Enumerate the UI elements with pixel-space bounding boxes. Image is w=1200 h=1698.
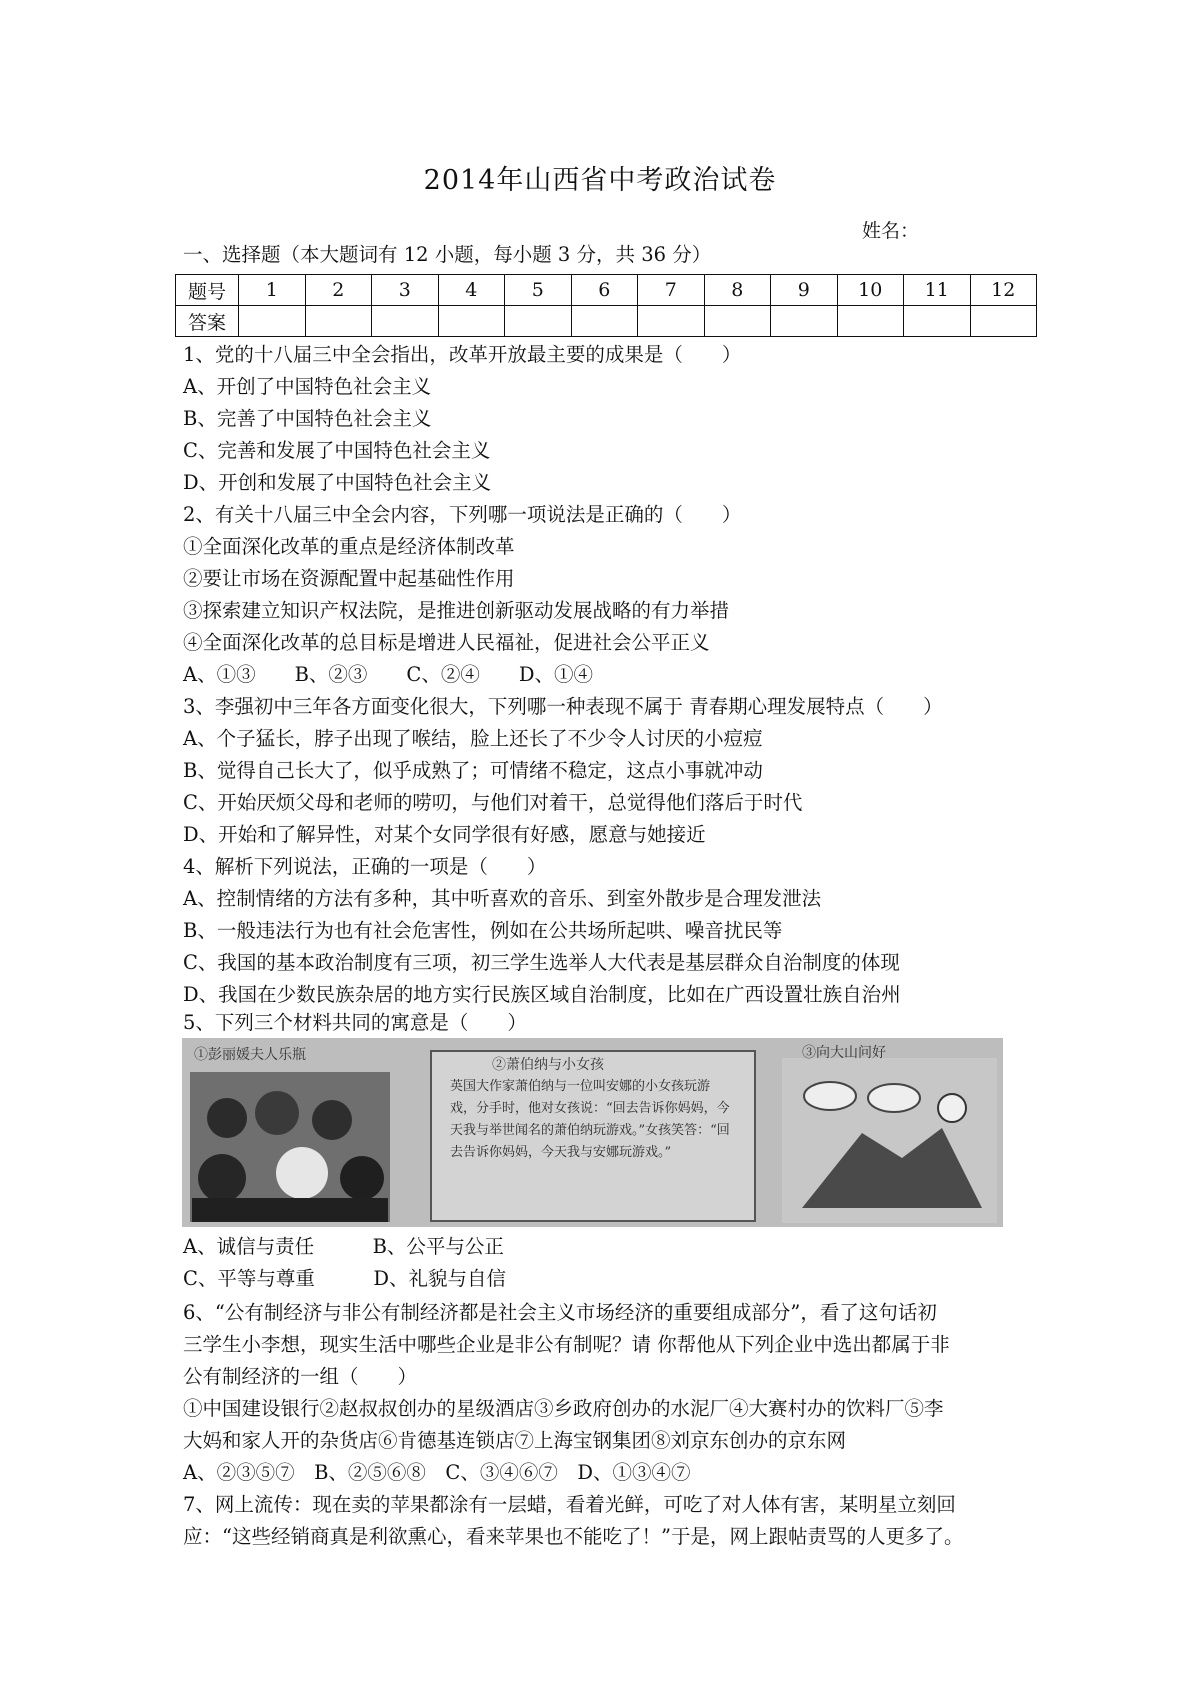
question-number-cell: 7 bbox=[638, 275, 705, 306]
question-number-cell: 1 bbox=[239, 275, 306, 306]
answer-cell[interactable] bbox=[571, 306, 638, 337]
answer-table bbox=[175, 274, 1037, 337]
question-number-cell: 4 bbox=[438, 275, 505, 306]
answer-cell[interactable] bbox=[305, 306, 372, 337]
answer-cell[interactable] bbox=[438, 306, 505, 337]
question-line: 应：“这些经销商真是利欲熏心，看来苹果也不能吃了！”于是，网上跟帖责骂的人更多了。 bbox=[183, 1525, 964, 1548]
answer-cell[interactable] bbox=[837, 306, 904, 337]
figure-story-text: 英国大作家萧伯纳与一位叫安娜的小女孩玩游戏，分手时，他对女孩说：“回去告诉你妈妈，今天我与举世闻名的萧伯纳玩游戏。”女孩笑答：“回去告诉你妈妈，今天我与安娜玩游戏。” bbox=[450, 1079, 730, 1160]
question-line: 4、解析下列说法，正确的一项是（ ） bbox=[183, 855, 547, 878]
statement-line: ②要让市场在资源配置中起基础性作用 bbox=[183, 567, 515, 590]
statement-line: ③探索建立知识产权法院，是推进创新驱动发展战略的有力举措 bbox=[183, 599, 730, 622]
name-label: 姓名： bbox=[862, 220, 920, 242]
question-number-cell: 8 bbox=[704, 275, 771, 306]
answer-cell[interactable] bbox=[904, 306, 971, 337]
question-line: 5、下列三个材料共同的寓意是（ ） bbox=[183, 1011, 527, 1034]
figure-label: ①彭丽媛夫人乐瓶 bbox=[194, 1047, 306, 1063]
answer-table-answer-row bbox=[176, 306, 1037, 337]
option-line: A、②③⑤⑦ B、②⑤⑥⑧ C、③④⑥⑦ D、①③④⑦ bbox=[183, 1461, 691, 1484]
section-heading: 一、选择题（本大题词有 12 小题，每小题 3 分，共 36 分） bbox=[183, 243, 712, 266]
question-number-cell: 6 bbox=[571, 275, 638, 306]
option-line: D、我国在少数民族杂居的地方实行民族区域自治制度，比如在广西设置壮族自治州 bbox=[183, 983, 901, 1006]
statement-line: ④全面深化改革的总目标是增进人民福祉，促进社会公平正义 bbox=[183, 631, 710, 654]
question-number-cell: 3 bbox=[372, 275, 439, 306]
question-number-cell: 2 bbox=[305, 275, 372, 306]
statement-line: 大妈和家人开的杂货店⑥肯德基连锁店⑦上海宝钢集团⑧刘京东创办的京东网 bbox=[183, 1429, 847, 1452]
table-row-head: 题号 bbox=[176, 275, 239, 306]
question-line: 6、“公有制经济与非公有制经济都是社会主义市场经济的重要组成部分”，看了这句话初 bbox=[183, 1301, 937, 1324]
option-line: A、控制情绪的方法有多种，其中听喜欢的音乐、到室外散步是合理发泄法 bbox=[183, 887, 822, 910]
option-line: C、我国的基本政治制度有三项，初三学生选举人大代表是基层群众自治制度的体现 bbox=[183, 951, 900, 974]
option-line: A、诚信与责任 B、公平与公正 bbox=[183, 1235, 504, 1258]
question-line: 三学生小李想，现实生活中哪些企业是非公有制呢？请 你帮他从下列企业中选出都属于非 bbox=[183, 1333, 950, 1356]
answer-cell[interactable] bbox=[704, 306, 771, 337]
option-line: C、开始厌烦父母和老师的唠叨，与他们对着干，总觉得他们落后于时代 bbox=[183, 791, 803, 814]
answer-table-number-row bbox=[176, 275, 1037, 306]
page-title: 2014年山西省中考政治试卷 bbox=[423, 165, 777, 196]
answer-cell[interactable] bbox=[372, 306, 439, 337]
answer-cell[interactable] bbox=[970, 306, 1037, 337]
question-number-cell: 9 bbox=[771, 275, 838, 306]
answer-cell[interactable] bbox=[638, 306, 705, 337]
question-line: 1、党的十八届三中全会指出，改革开放最主要的成果是（ ） bbox=[183, 343, 742, 366]
figure-label: ③向大山问好 bbox=[802, 1045, 886, 1061]
option-line: B、觉得自己长大了，似乎成熟了；可情绪不稳定，这点小事就冲动 bbox=[183, 759, 763, 782]
statement-line: ①中国建设银行②赵叔叔创办的星级酒店③乡政府创办的水泥厂④大赛村办的饮料厂⑤李 bbox=[183, 1397, 944, 1420]
question-line: 7、网上流传：现在卖的苹果都涂有一层蜡，看着光鲜，可吃了对人体有害，某明星立刻回 bbox=[183, 1493, 956, 1516]
option-line: C、完善和发展了中国特色社会主义 bbox=[183, 439, 491, 462]
answer-cell[interactable] bbox=[239, 306, 306, 337]
table-row-head: 答案 bbox=[176, 306, 239, 337]
option-line: D、开创和发展了中国特色社会主义 bbox=[183, 471, 492, 494]
answer-cell[interactable] bbox=[771, 306, 838, 337]
question-line: 2、有关十八届三中全会内容，下列哪一项说法是正确的（ ） bbox=[183, 503, 742, 526]
option-line: D、开始和了解异性，对某个女同学很有好感，愿意与她接近 bbox=[183, 823, 706, 846]
option-line: C、平等与尊重 D、礼貌与自信 bbox=[183, 1267, 507, 1290]
material-figure bbox=[182, 1038, 1003, 1227]
figure-label: ②萧伯纳与小女孩 bbox=[492, 1057, 604, 1073]
question-number-cell: 11 bbox=[904, 275, 971, 306]
option-line: A、①③ B、②③ C、②④ D、①④ bbox=[183, 663, 593, 686]
option-line: B、完善了中国特色社会主义 bbox=[183, 407, 432, 430]
question-line: 公有制经济的一组（ ） bbox=[183, 1365, 418, 1388]
statement-line: ①全面深化改革的重点是经济体制改革 bbox=[183, 535, 515, 558]
option-line: A、个子猛长，脖子出现了喉结，脸上还长了不少令人讨厌的小痘痘 bbox=[183, 727, 763, 750]
question-number-cell: 5 bbox=[505, 275, 572, 306]
option-line: A、开创了中国特色社会主义 bbox=[183, 375, 432, 398]
option-line: B、一般违法行为也有社会危害性，例如在公共场所起哄、噪音扰民等 bbox=[183, 919, 783, 942]
question-number-cell: 10 bbox=[837, 275, 904, 306]
question-line: 3、李强初中三年各方面变化很大，下列哪一种表现不属于 青春期心理发展特点（ ） bbox=[183, 695, 943, 718]
question-number-cell: 12 bbox=[970, 275, 1037, 306]
answer-cell[interactable] bbox=[505, 306, 572, 337]
figure-story-box bbox=[430, 1050, 756, 1222]
